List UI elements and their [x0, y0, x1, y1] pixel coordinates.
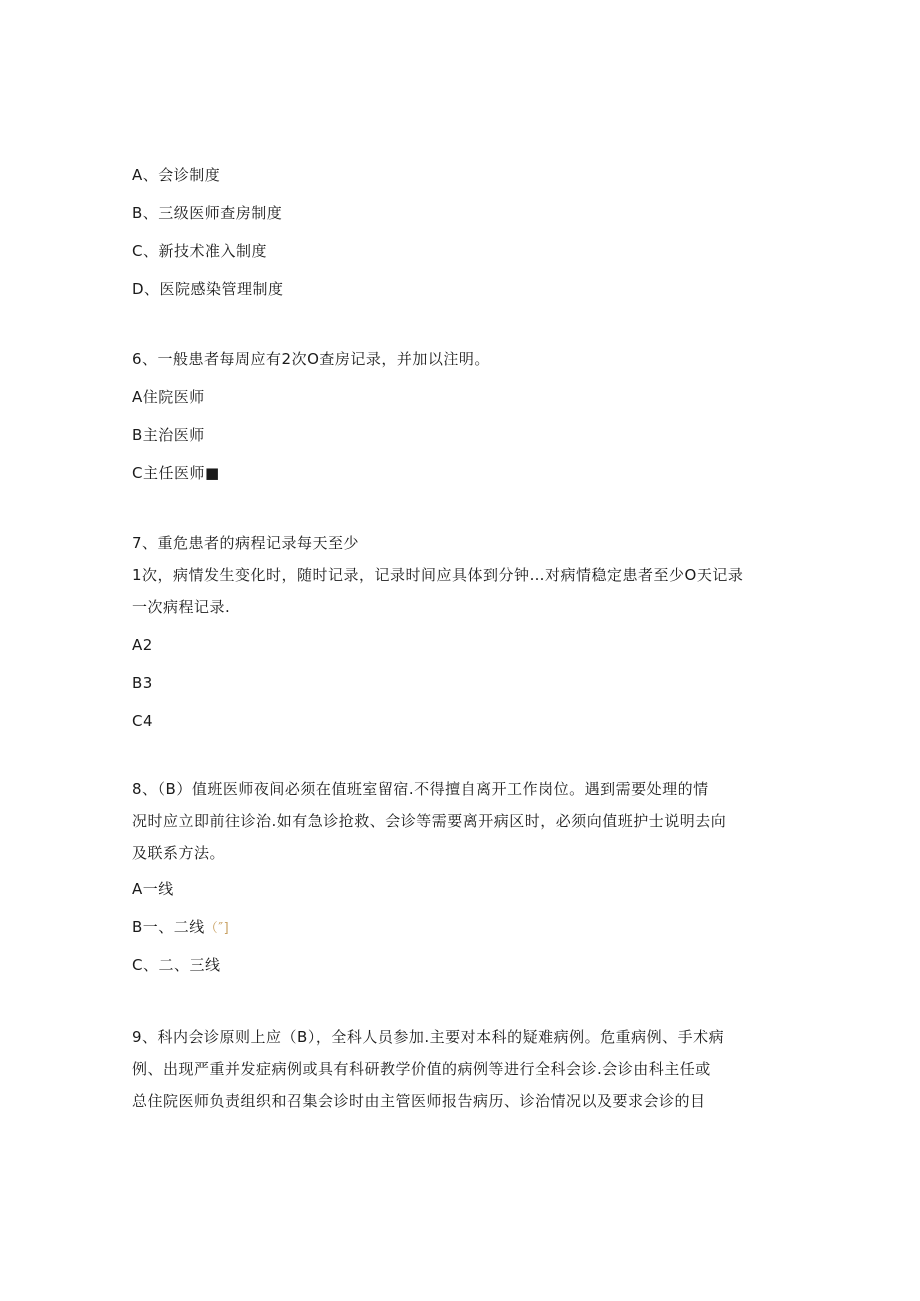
q7-option-a: A2 — [132, 636, 153, 654]
q8-option-b-mark: （″] — [204, 921, 230, 936]
q5-option-a: A、会诊制度 — [132, 166, 221, 184]
q7-option-c: C4 — [132, 712, 154, 730]
q6-option-c: C主任医师■ — [132, 464, 220, 482]
q8-stem-line-1: 8、（B）值班医师夜间必须在值班室留宿.不得擅自离开工作岗位。遇到需要处理的情 — [132, 780, 709, 798]
q7-stem-line-2: 1次，病情发生变化时，随时记录，记录时间应具体到分钟…对病情稳定患者至少O天记录 — [132, 566, 744, 584]
q7-option-b: B3 — [132, 674, 153, 692]
q6-option-b: B主治医师 — [132, 426, 205, 444]
q9-stem-line-3: 总住院医师负责组织和召集会诊时由主管医师报告病历、诊治情况以及要求会诊的目 — [132, 1092, 706, 1110]
q8-option-b — [132, 917, 229, 939]
q8-option-a: A一线 — [132, 880, 174, 898]
q6-stem: 6、一般患者每周应有2次O查房记录，并加以注明。 — [132, 350, 490, 368]
q9-stem-line-2: 例、出现严重并发症病例或具有科研教学价值的病例等进行全科会诊.会诊由科主任或 — [132, 1060, 711, 1078]
q5-option-b: B、三级医师查房制度 — [132, 204, 283, 222]
q8-stem-line-2: 况时应立即前往诊治.如有急诊抢救、会诊等需要离开病区时，必须向值班护士说明去向 — [132, 812, 727, 830]
q8-option-c: C、二、三线 — [132, 956, 221, 974]
q7-stem-line-3: 一次病程记录. — [132, 598, 231, 616]
q8-option-b-text: B一、二线 — [132, 918, 205, 936]
q7-stem-line-1: 7、重危患者的病程记录每天至少 — [132, 534, 360, 552]
q5-option-c: C、新技术准入制度 — [132, 242, 267, 260]
q5-option-d: D、医院感染管理制度 — [132, 280, 284, 298]
q6-option-a: A住院医师 — [132, 388, 205, 406]
q8-stem-line-3: 及联系方法。 — [132, 844, 226, 862]
q9-stem-line-1: 9、科内会诊原则上应（B），全科人员参加.主要对本科的疑难病例。危重病例、手术病 — [132, 1028, 725, 1046]
